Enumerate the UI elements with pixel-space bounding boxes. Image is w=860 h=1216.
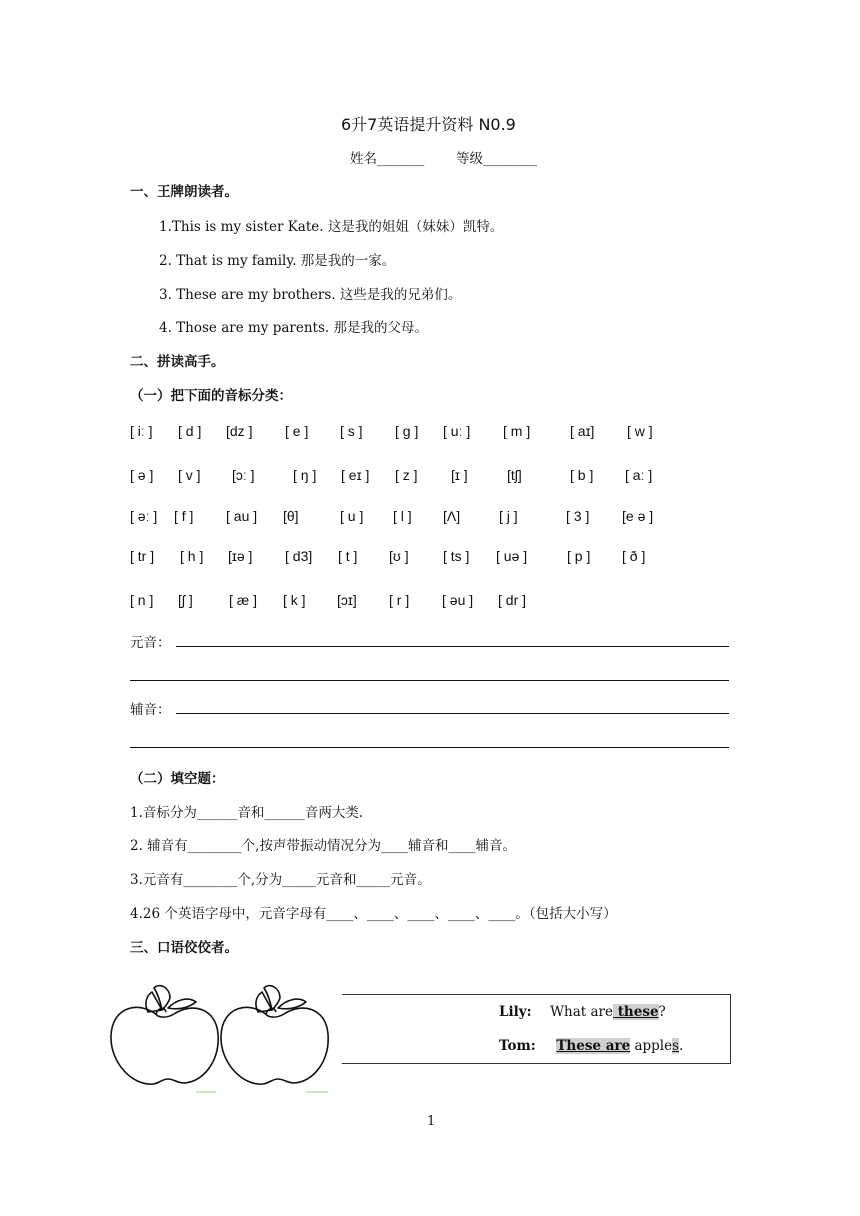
- phonetic-symbol: [ ə ]: [130, 467, 154, 483]
- fill-question-3: 3.元音有________个,分为_____元音和_____元音。: [130, 872, 431, 888]
- phonetic-symbol: [ e ]: [285, 423, 309, 439]
- lily-text: What are: [550, 1004, 613, 1020]
- phonetic-symbol: [ ð ]: [622, 548, 646, 564]
- phonetic-symbol: [ f ]: [174, 508, 194, 524]
- phonetic-symbol: [ɔɪ]: [337, 592, 357, 608]
- phonetic-symbol: [ au ]: [226, 508, 258, 524]
- phonetic-symbol: [ w ]: [627, 423, 653, 439]
- phonetic-symbol: [ tr ]: [130, 548, 155, 564]
- phonetic-symbol: [ s ]: [340, 423, 363, 439]
- phonetic-symbol: [ iː ]: [130, 423, 153, 439]
- name-field-label: 姓名_______: [350, 151, 425, 167]
- phonetic-symbol: [ 3 ]: [566, 508, 590, 524]
- section3-heading: 三、口语佼佼者。: [130, 940, 238, 956]
- tom-highlight: These are: [556, 1038, 631, 1054]
- consonant-answer-line-1[interactable]: [176, 713, 729, 714]
- phonetic-symbol: [tʃ]: [507, 467, 522, 483]
- phonetic-symbol: [e ə ]: [622, 508, 654, 524]
- phonetic-symbol: [ r ]: [389, 592, 410, 608]
- reading-line-4: 4. Those are my parents. 那是我的父母。: [159, 320, 428, 336]
- phonetic-symbol: [ əː ]: [130, 508, 158, 524]
- phonetic-symbol: [ v ]: [178, 467, 201, 483]
- phonetic-symbol: [ eɪ ]: [341, 467, 370, 483]
- speaker-tom: Tom:: [499, 1038, 536, 1054]
- phonetic-symbol: [ uə ]: [496, 548, 528, 564]
- phonetic-symbol: [ɪə ]: [228, 548, 253, 564]
- phonetic-symbol: [ z ]: [395, 467, 418, 483]
- lily-highlight: these: [613, 1004, 659, 1020]
- phonetic-symbol: [ d ]: [178, 423, 202, 439]
- section2-heading: 二、拼读高手。: [130, 354, 225, 370]
- fill-question-4: 4.26 个英语字母中，元音字母有____、____、____、____、____。（包括大小写）: [130, 906, 617, 922]
- phonetic-symbol: [ u ]: [340, 508, 364, 524]
- phonetic-symbol: [ɪ ]: [451, 467, 468, 483]
- tom-text: apple: [630, 1038, 673, 1054]
- reading-line-2: 2. That is my family. 那是我的一家。: [159, 253, 396, 269]
- reading-line-3: 3. These are my brothers. 这些是我的兄弟们。: [159, 287, 462, 303]
- reading-line-1: 1.This is my sister Kate. 这是我的姐姐（妹妹）凯特。: [159, 219, 504, 235]
- section1-heading: 一、王牌朗读者。: [130, 184, 238, 200]
- speaker-lily: Lily:: [499, 1004, 532, 1020]
- lily-punct: ?: [658, 1004, 666, 1020]
- page-number: 1: [427, 1114, 436, 1129]
- phonetic-symbol: [ h ]: [180, 548, 204, 564]
- phonetic-symbol: [ uː ]: [443, 423, 471, 439]
- phonetic-symbol: [ʊ ]: [389, 548, 409, 564]
- sub1-heading: （一）把下面的音标分类：: [130, 388, 292, 404]
- phonetic-symbol: [ n ]: [130, 592, 154, 608]
- vowel-answer-line-2[interactable]: [130, 680, 729, 681]
- phonetic-symbol: [ t ]: [338, 548, 358, 564]
- dialogue-line-tom: [499, 1038, 683, 1054]
- tom-punct: .: [679, 1038, 684, 1054]
- phonetic-symbol: [θ]: [283, 508, 299, 524]
- vowel-label: 元音：: [130, 635, 171, 651]
- phonetic-symbol: [ dr ]: [498, 592, 527, 608]
- apple-illustration: [108, 978, 338, 1096]
- phonetic-symbol: [Λ]: [443, 508, 461, 524]
- phonetic-symbol: [ k ]: [283, 592, 306, 608]
- phonetic-symbol: [ m ]: [503, 423, 531, 439]
- phonetic-symbol: [ɔː ]: [232, 467, 255, 483]
- phonetic-symbol: [ʃ ]: [178, 592, 193, 608]
- phonetic-symbol: [ p ]: [567, 548, 591, 564]
- phonetic-symbol: [ æ ]: [229, 592, 258, 608]
- phonetic-symbol: [ aɪ]: [570, 423, 595, 439]
- consonant-label: 辅音：: [130, 702, 171, 718]
- page-title: 6升7英语提升资料 N0.9: [341, 115, 516, 134]
- phonetic-symbol: [ əu ]: [442, 592, 474, 608]
- phonetic-symbol: [ aː ]: [625, 467, 653, 483]
- fill-question-2: 2. 辅音有________个,按声带振动情况分为____辅音和____辅音。: [130, 838, 516, 854]
- phonetic-symbol: [ ts ]: [443, 548, 470, 564]
- phonetic-symbol: [ g ]: [395, 423, 419, 439]
- fill-question-1: 1.音标分为______音和______音两大类.: [130, 805, 364, 821]
- consonant-answer-line-2[interactable]: [130, 747, 729, 748]
- phonetic-symbol: [dz ]: [226, 423, 253, 439]
- grade-field-label: 等级________: [456, 151, 537, 167]
- phonetic-symbol: [ l ]: [393, 508, 412, 524]
- phonetic-symbol: [ d3]: [285, 548, 313, 564]
- sub2-heading: （二）填空题：: [130, 771, 225, 787]
- phonetic-symbol: [ b ]: [570, 467, 594, 483]
- tom-highlight-s: s: [672, 1038, 680, 1054]
- phonetic-symbol: [ j ]: [499, 508, 518, 524]
- vowel-answer-line-1[interactable]: [176, 646, 729, 647]
- dialogue-line-lily: [499, 1004, 666, 1020]
- phonetic-symbol: [ ŋ ]: [293, 467, 317, 483]
